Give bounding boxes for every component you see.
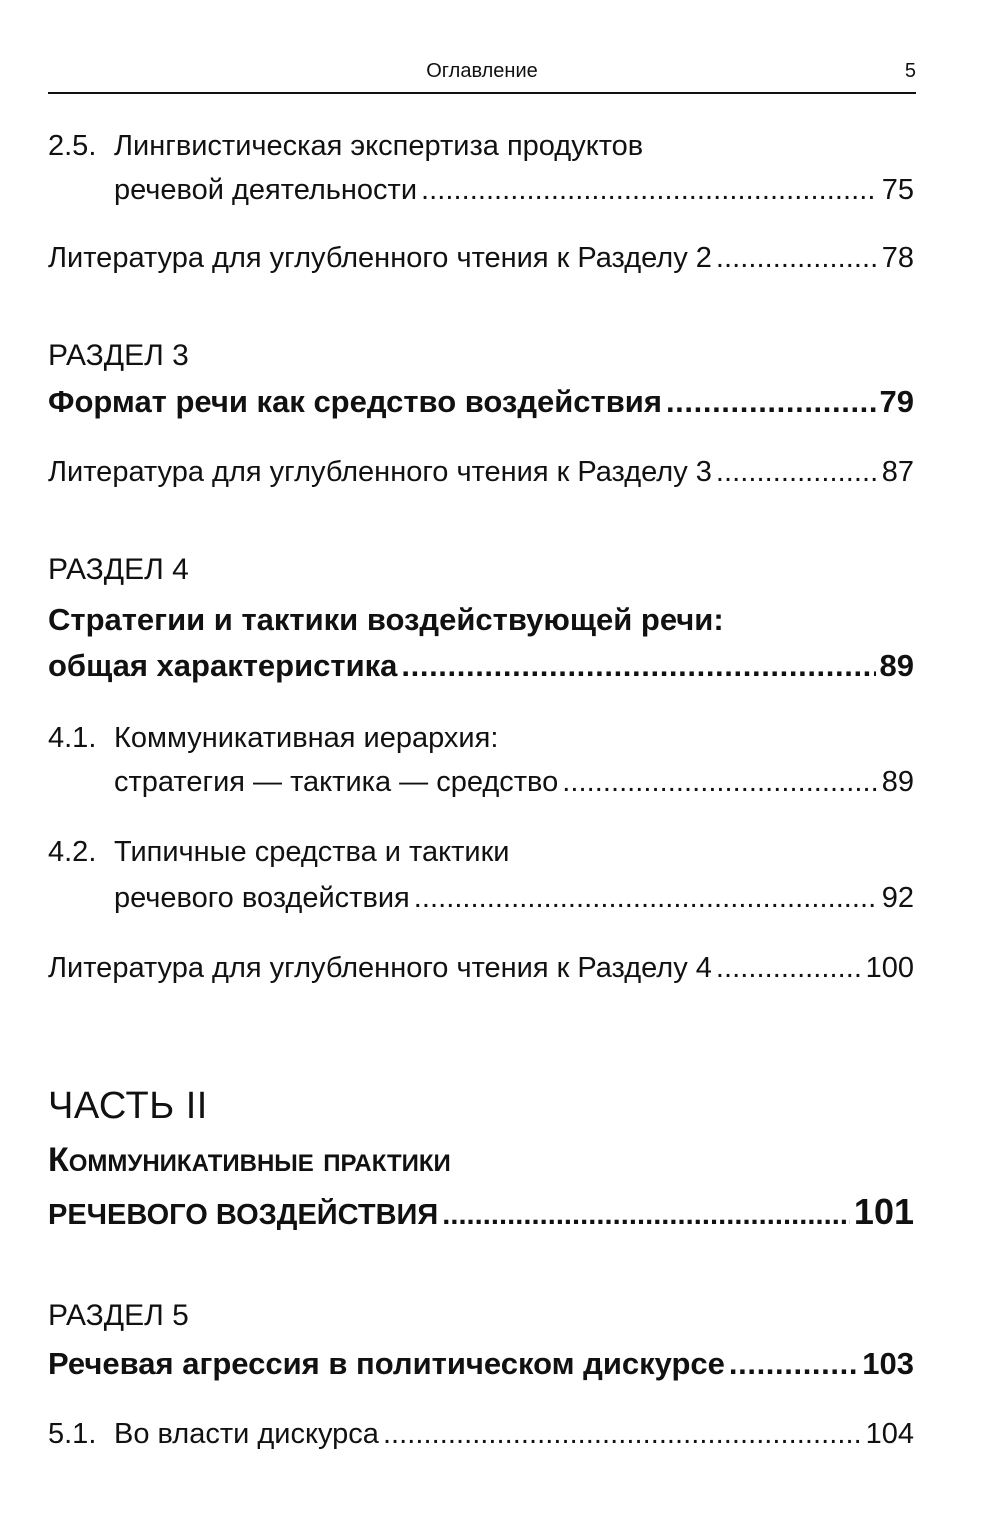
section-3-label: РАЗДЕЛ 3: [48, 339, 189, 372]
entry-title: Во власти дискурса: [114, 1418, 379, 1450]
entry-title: Речевая агрессия в политическом дискурсе: [48, 1346, 725, 1381]
entry-title: Формат речи как средство воздействия: [48, 384, 662, 419]
entry-page: 89: [881, 766, 914, 798]
leader-dots: [401, 648, 875, 684]
section-4-label: РАЗДЕЛ 4: [48, 553, 189, 586]
entry-title-cont: РЕЧЕВОГО ВОЗДЕЙСТВИЯ: [48, 1199, 439, 1231]
toc-entry-section-4[interactable]: [48, 648, 914, 684]
entry-page: 75: [881, 174, 914, 206]
section-5-label: РАЗДЕЛ 5: [48, 1299, 189, 1332]
toc-entry-5-1[interactable]: [48, 1416, 914, 1452]
leader-dots: [729, 1346, 858, 1382]
toc-entry-literature-2[interactable]: [48, 240, 914, 276]
leader-dots: [562, 764, 877, 800]
toc-entry-section-5[interactable]: [48, 1346, 914, 1382]
leader-dots: [383, 1416, 862, 1452]
running-header-title: Оглавление: [426, 60, 538, 82]
entry-number: 2.5.: [48, 130, 97, 162]
leader-dots: [414, 880, 878, 916]
entry-page: 101: [853, 1191, 914, 1232]
part-2-title-line1: Коммуникативные практики: [48, 1141, 451, 1179]
entry-page: 100: [865, 952, 914, 984]
part-2-label: ЧАСТЬ II: [48, 1085, 208, 1127]
toc-entry-4-1-line2[interactable]: [48, 764, 914, 800]
entry-number: 4.2.: [48, 836, 97, 868]
entry-title: Литература для углубленного чтения к Разделу 2: [48, 242, 712, 274]
entry-number: 5.1.: [48, 1418, 97, 1450]
leader-dots: [442, 1197, 850, 1233]
entry-title-cont: речевого воздействия: [114, 882, 410, 914]
toc-entry-4-2-line2[interactable]: [48, 880, 914, 916]
toc-entry-part-2[interactable]: [48, 1191, 914, 1233]
entry-title-cont: стратегия — тактика — средство: [114, 766, 559, 798]
entry-page: 78: [881, 242, 914, 274]
entry-page: 103: [862, 1346, 914, 1381]
toc-entry-2-5-line2[interactable]: [48, 172, 914, 208]
entry-page: 104: [865, 1418, 914, 1450]
entry-page: 87: [881, 456, 914, 488]
toc-entry-4-2-line1: [48, 834, 510, 870]
entry-page: 89: [879, 648, 914, 683]
page-number: 5: [904, 60, 916, 82]
leader-dots: [716, 454, 878, 490]
entry-title: Типичные средства и тактики: [114, 836, 510, 868]
leader-dots: [716, 950, 862, 986]
entry-page: 92: [881, 882, 914, 914]
toc-entry-section-3[interactable]: [48, 384, 914, 420]
section-4-title-line1: Стратегии и тактики воздействующей речи:: [48, 602, 724, 637]
leader-dots: [421, 172, 878, 208]
entry-page: 79: [879, 384, 914, 419]
leader-dots: [666, 384, 876, 420]
entry-number: 4.1.: [48, 722, 97, 754]
running-header: [48, 56, 916, 94]
entry-title: Литература для углубленного чтения к Разделу 3: [48, 456, 712, 488]
toc-entry-2-5-line1: [48, 128, 643, 164]
toc-entry-literature-3[interactable]: [48, 454, 914, 490]
toc-entry-4-1-line1: [48, 720, 498, 756]
entry-title: Литература для углубленного чтения к Разделу 4: [48, 952, 712, 984]
entry-title-cont: общая характеристика: [48, 648, 398, 683]
entry-title-cont: речевой деятельности: [114, 174, 418, 206]
entry-title: Лингвистическая экспертиза продуктов: [114, 130, 644, 162]
leader-dots: [716, 240, 878, 276]
entry-title: Коммуникативная иерархия:: [114, 722, 499, 754]
toc-entry-literature-4[interactable]: [48, 950, 914, 986]
